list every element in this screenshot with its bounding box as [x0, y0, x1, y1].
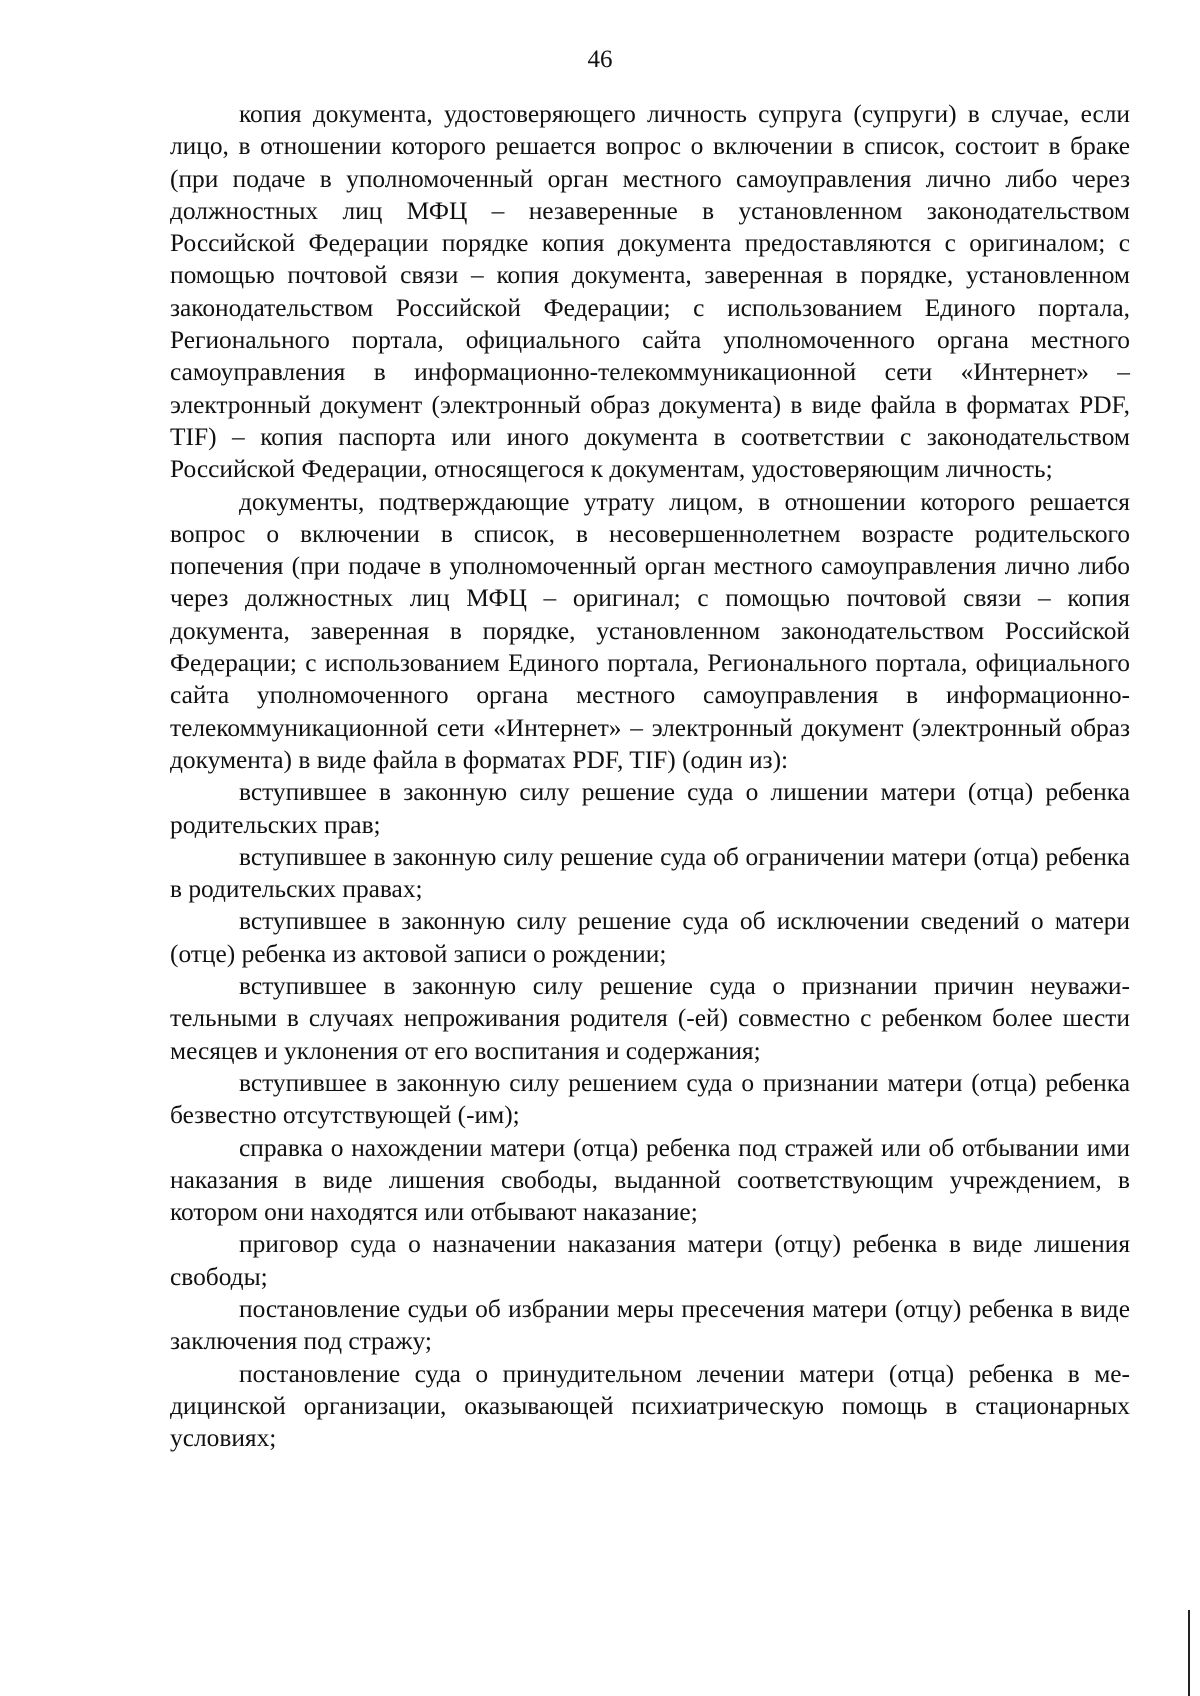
list-item-missing-parent: вступившее в законную силу решением суда о признании матери (отца) ребенка безвестно отсутствующей (-им); — [170, 1068, 1130, 1130]
paragraph-parental-care-loss-docs: документы, подтверждающие утрату лицом, в отношении которого решается вопрос о включении в список, в несовершеннолетнем возрасте родительского попечения (при подаче в уполномоченный орган местного самоуправления лично либо через должностных лиц МФЦ – оригинал; с помощью почтовой связи – копия документа, заверенная в порядке, установленном законодательством Российской Федерации; с использованием Единого портала, Регионального портала, официального сайта уполномоченного органа местного самоуправления в информационно-телекоммуникационной сети «Интернет» – электронный документ (электронный образ документа) в виде файла в форматах PDF, TIF) (один из): — [170, 487, 1130, 774]
list-item-detention-order: постановление судьи об избрании меры пресечения матери (отцу) ребенка в виде заключения под стражу; — [170, 1294, 1130, 1356]
list-item-exclusion-from-birth-record: вступившее в законную силу решение суда об исключении сведений о матери (отце) ребенка из актовой записи о рождении; — [170, 907, 1130, 968]
paragraph-spouse-id-copy: копия документа, удостоверяющего личность супруга (супруги) в случае, если лицо, в отношении которого решается вопрос о включении в список, состоит в браке (при подаче в уполномоченный орган местного самоуправления лично либо через должностных лиц МФЦ – незаверенные в установленном законодательством Российской Федерации порядке копия документа предоставляются с оригиналом; с помощью почтовой связи – копия документа, заверенная в порядке, установленном законодательством Российской Федерации; с использованием Единого портала, Регионального портала, официального сайта уполномоченного органа местного самоуправления в информационно-телекоммуникационной сети «Интернет» – электронный документ (электронный образ документа) в виде файла в форматах PDF, TIF) – копия паспорта или иного документа в соответствии с законодательством Российской Федерации, относящегося к документам, удостоверяющим личность; — [170, 100, 1130, 484]
body-text — [170, 98, 1130, 1454]
list-item-deprivation-of-rights: вступившее в законную силу решение суда о лишении матери (отца) ребенка родительских прав; — [170, 778, 1130, 839]
list-item-disrespectful-reasons: вступившее в законную силу решение суда о признании причин неуважительными в случаях непроживания родителя (-ей) совместно с ребенком более шести месяцев и уклонения от его воспитания и содержания; — [170, 972, 1130, 1065]
list-item-compulsory-treatment: постановление суда о принудительном лечении матери (отца) ребенка в медицинской организации, оказывающей психиатрическую помощь в стационарных условиях; — [170, 1359, 1130, 1453]
scan-edge-mark — [1188, 1610, 1190, 1696]
page-number: 46 — [587, 46, 613, 73]
list-item-restriction-of-rights: вступившее в законную силу решение суда об ограничении матери (отца) ребенка в родительских правах; — [170, 842, 1130, 904]
list-item-imprisonment-sentence: приговор суда о назначении наказания матери (отцу) ребенка в виде лишения свободы; — [170, 1230, 1130, 1291]
list-item-custody-certificate: справка о нахождении матери (отца) ребенка под стражей или об отбывании ими наказания в виде лишения свободы, выданной соответствующим учреждением, в котором они находятся или отбывают наказание; — [170, 1133, 1130, 1227]
